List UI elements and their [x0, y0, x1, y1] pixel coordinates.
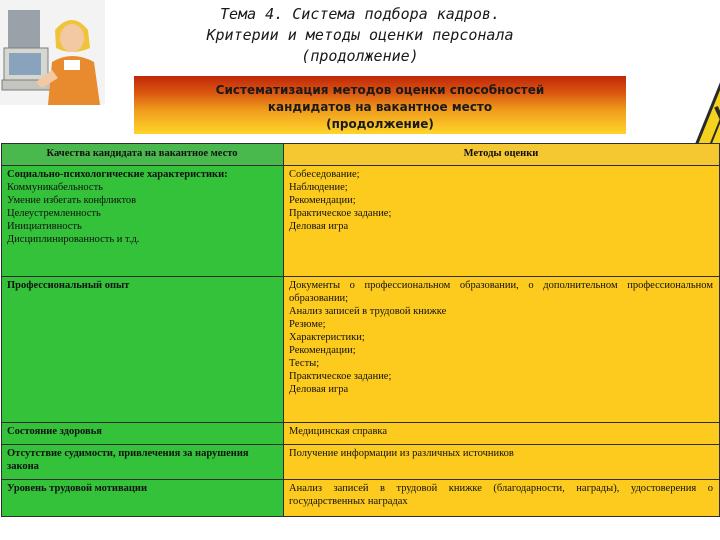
title-line: (продолжение): [301, 47, 419, 65]
banner-line: (продолжение): [326, 117, 434, 131]
quality-item: Умение избегать конфликтов: [7, 195, 137, 206]
method-item: Документы о профессиональном образовании, о дополнительном профессиональном образовании;: [289, 280, 713, 304]
methods-cell: [284, 277, 720, 423]
quality-item: Целеустремленность: [7, 208, 101, 219]
method-item: Рекомендации;: [289, 195, 356, 206]
quality-cell: [2, 480, 284, 517]
method-item: Деловая игра: [289, 384, 349, 395]
methods-cell: [284, 423, 720, 445]
quality-text: Социально-психологические характеристики:: [7, 169, 228, 180]
table-row: [2, 166, 720, 277]
methods-cell: [284, 166, 720, 277]
method-item: Рекомендации;: [289, 345, 356, 356]
method-item: Собеседование;: [289, 169, 360, 180]
methods-cell: [284, 445, 720, 480]
quality-cell: [2, 445, 284, 480]
table-row: [2, 423, 720, 445]
methods-cell: [284, 480, 720, 517]
method-item: Анализ записей в трудовой книжке: [289, 306, 447, 317]
method-item: Тесты;: [289, 358, 320, 369]
method-item: Наблюдение;: [289, 182, 348, 193]
quality-text: Отсутствие судимости, привлечения за нарушения закона: [7, 448, 249, 472]
banner-line: Систематизация методов оценки способностей: [215, 83, 545, 97]
method-item: Характеристики;: [289, 332, 365, 343]
method-item: Резюме;: [289, 319, 326, 330]
office-worker-clipart-icon: [0, 0, 105, 105]
quality-item: Дисциплинированность и т.д.: [7, 234, 140, 245]
table-row: [2, 277, 720, 423]
method-item: Анализ записей в трудовой книжке (благодарности, награды), удостоверения о государственных наградах: [289, 483, 713, 507]
quality-item: Коммуникабельность: [7, 182, 103, 193]
method-item: Практическое задание;: [289, 208, 392, 219]
quality-cell: [2, 166, 284, 277]
quality-item: Инициативность: [7, 221, 82, 232]
banner-line: кандидатов на вакантное место: [267, 100, 493, 114]
quality-text: Состояние здоровья: [7, 426, 102, 437]
method-item: Практическое задание;: [289, 371, 392, 382]
quality-text: Профессиональный опыт: [7, 280, 130, 291]
table-row: [2, 445, 720, 480]
section-banner: [134, 76, 626, 134]
title-line: Критерии и методы оценки персонала: [206, 26, 514, 44]
method-item: Получение информации из различных источников: [289, 448, 514, 459]
column-header-methods: Методы оценки: [284, 144, 720, 166]
methods-table: [1, 143, 720, 517]
column-header-quality: Качества кандидата на вакантное место: [2, 144, 284, 166]
quality-text: Уровень трудовой мотивации: [7, 483, 148, 494]
table-row: [2, 480, 720, 517]
method-item: Медицинская справка: [289, 426, 388, 437]
method-item: Деловая игра: [289, 221, 349, 232]
table-header-row: [2, 144, 720, 166]
quality-cell: [2, 423, 284, 445]
quality-cell: [2, 277, 284, 423]
title-line: Тема 4. Система подбора кадров.: [220, 5, 500, 23]
page-title: [150, 4, 570, 67]
